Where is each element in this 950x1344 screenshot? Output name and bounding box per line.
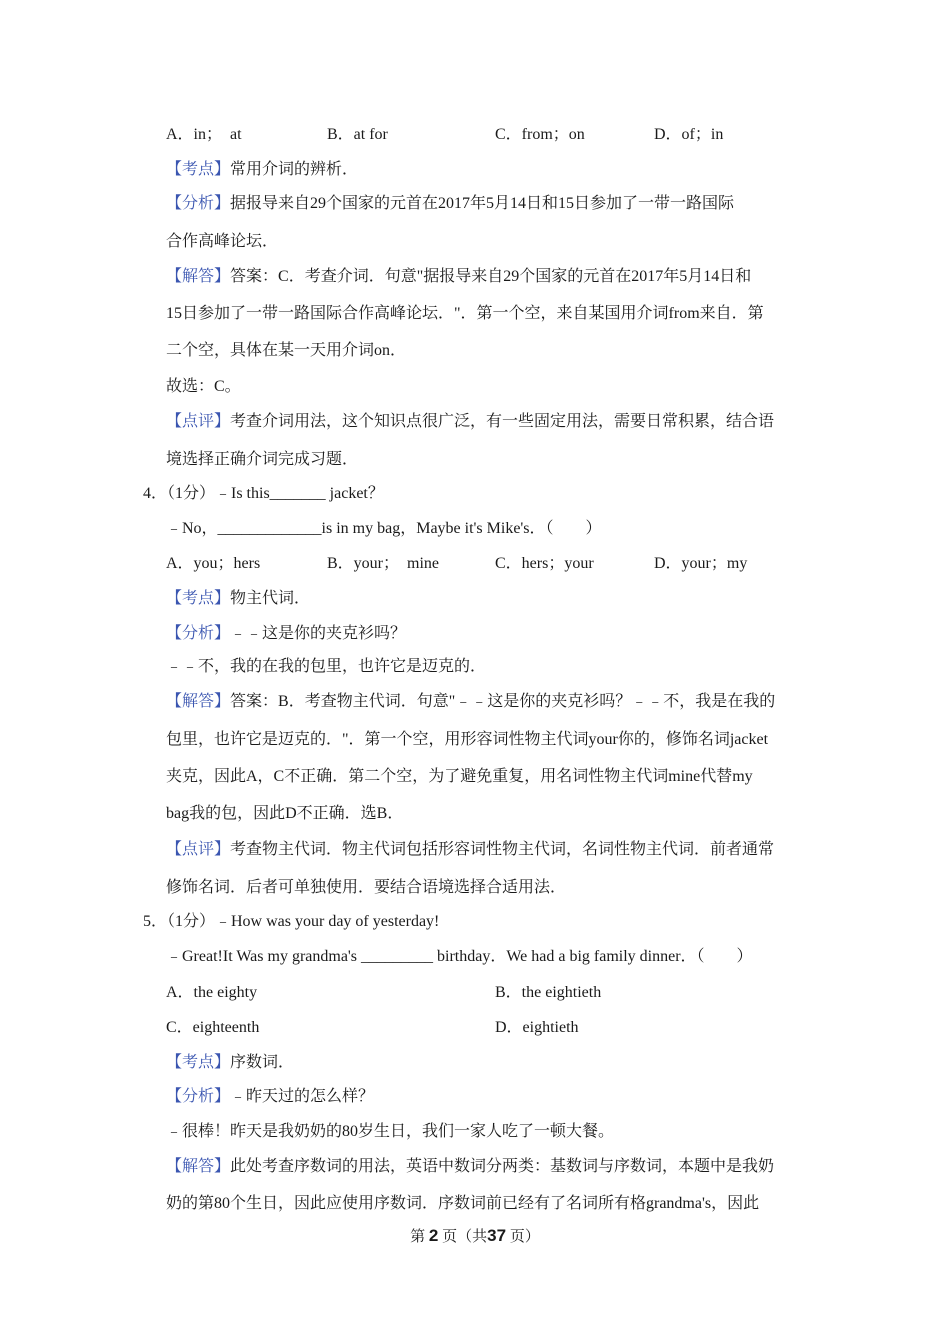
q5-fenxi: 【分析】﹣昨天过的怎么样？ — [166, 1088, 375, 1105]
q4-dianping: 【点评】考查物主代词．物主代词包括形容词性物主代词，名词性物主代词．前者通常 — [166, 841, 775, 858]
q5-fenxi-line2: ﹣很棒！昨天是我奶奶的80岁生日，我们一家人吃了一顿大餐。 — [166, 1123, 615, 1140]
q5-option-c: C．eighteenth — [166, 1019, 260, 1036]
q5-option-b: B．the eightieth — [495, 984, 602, 1001]
jieda-label: 【解答】 — [166, 693, 231, 710]
q5-stem: 5．（1分）﹣How was your day of yesterday! — [143, 913, 440, 930]
q5-option-d: D．eightieth — [495, 1019, 579, 1036]
dianping-label: 【点评】 — [166, 413, 231, 430]
q5-line2: ﹣Great!It Was my grandma's _________ birthday．We had a big family dinner．（ ） — [166, 948, 753, 965]
dianping-label: 【点评】 — [166, 841, 231, 858]
q3-option-c: C．from；on — [495, 126, 585, 143]
fenxi-label: 【分析】 — [166, 195, 231, 212]
q4-stem: 4．（1分）﹣Is this_______ jacket？ — [143, 485, 384, 502]
fenxi-label: 【分析】 — [166, 625, 231, 642]
q3-option-b: B．at for — [327, 126, 388, 143]
jieda-label: 【解答】 — [166, 1158, 231, 1175]
q3-fenxi-line2: 合作高峰论坛． — [166, 233, 279, 250]
total-pages: 37 — [487, 1226, 507, 1245]
q4-option-d: D．your；my — [654, 555, 748, 572]
q5-jieda: 【解答】此处考查序数词的用法，英语中数词分两类：基数词与序数词，本题中是我奶 — [166, 1158, 775, 1175]
q3-answer: 故选：C。 — [166, 378, 241, 395]
q5-jieda-line2: 奶的第80个生日，因此应使用序数词．序数词前已经有了名词所有格grandma's，因此 — [166, 1195, 760, 1212]
kaodian-label: 【考点】 — [166, 161, 231, 178]
q4-kaodian: 【考点】物主代词． — [166, 590, 311, 607]
q3-dianping-line2: 境选择正确介词完成习题． — [166, 451, 359, 468]
q3-jieda-line3: 二个空，具体在某一天用介词on． — [166, 342, 407, 359]
q4-jieda: 【解答】答案：B．考查物主代词．句意"﹣﹣这是你的夹克衫吗？﹣﹣不，我是在我的 — [166, 693, 776, 710]
q4-jieda-line2: 包里，也许它是迈克的．"．第一个空，用形容词性物主代词your你的，修饰名词jacket — [166, 731, 769, 748]
q4-option-c: C．hers；your — [495, 555, 594, 572]
q3-fenxi: 【分析】据报导来自29个国家的元首在2017年5月14日和15日参加了一带一路国际 — [166, 195, 735, 212]
q4-option-a: A．you；hers — [166, 555, 261, 572]
q3-jieda: 【解答】答案：C．考查介词．句意"据报导来自29个国家的元首在2017年5月14日和 — [166, 268, 752, 285]
q4-fenxi: 【分析】﹣﹣这是你的夹克衫吗？ — [166, 625, 407, 642]
q4-option-b: B．your； mine — [327, 555, 439, 572]
q3-dianping: 【点评】考查介词用法，这个知识点很广泛，有一些固定用法，需要日常积累，结合语 — [166, 413, 775, 430]
page-footer: 第 2 页（共37 页） — [410, 1226, 540, 1245]
q5-option-a: A．the eighty — [166, 984, 258, 1001]
q4-jieda-line4: bag我的包，因此D不正确．选B． — [166, 805, 404, 822]
q4-jieda-line3: 夹克，因此A，C不正确．第二个空，为了避免重复，用名词性物主代词mine代替my — [166, 768, 753, 785]
q3-jieda-line2: 15日参加了一带一路国际合作高峰论坛．"．第一个空，来自某国用介词from来自．第 — [166, 305, 764, 322]
page-number: 2 — [428, 1226, 439, 1245]
q4-fenxi-line2: ﹣﹣不，我的在我的包里，也许它是迈克的． — [166, 658, 487, 675]
q4-line2: ﹣No，_____________is in my bag，Maybe it's Mike's．（ ） — [166, 520, 602, 537]
fenxi-label: 【分析】 — [166, 1088, 231, 1105]
kaodian-label: 【考点】 — [166, 590, 231, 607]
jieda-label: 【解答】 — [166, 268, 231, 285]
q5-kaodian: 【考点】序数词． — [166, 1054, 295, 1071]
q3-option-a: A．in； at — [166, 126, 242, 143]
q3-kaodian: 【考点】常用介词的辨析． — [166, 161, 359, 178]
q4-dianping-line2: 修饰名词．后者可单独使用．要结合语境选择合适用法． — [166, 879, 567, 896]
kaodian-label: 【考点】 — [166, 1054, 231, 1071]
q3-option-d: D．of；in — [654, 126, 724, 143]
